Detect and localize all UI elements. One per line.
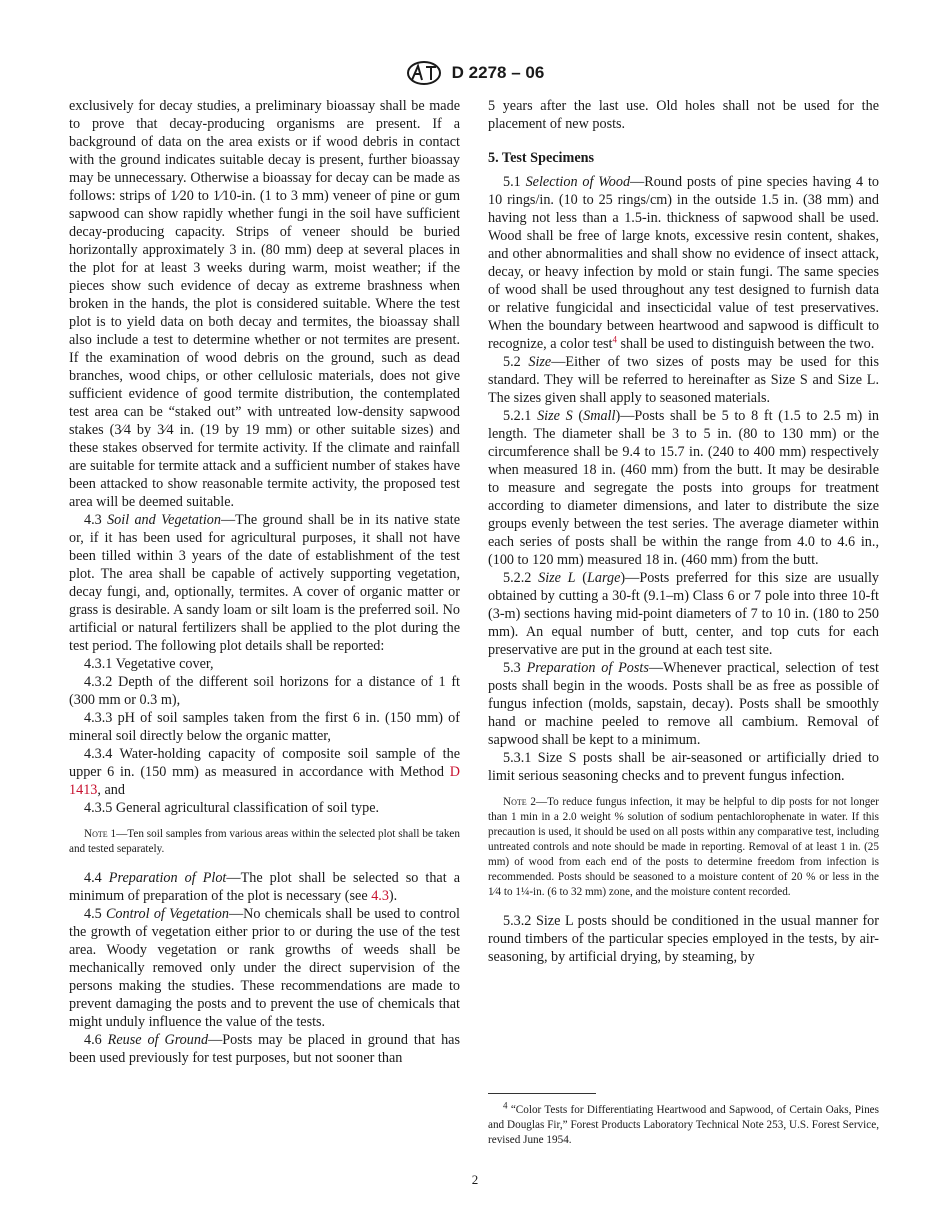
section-5-1: 5.1 Selection of Wood—Round posts of pine species having 4 to 10 rings/in. (10 to 25 rings/cm) in the outside 1.5 in. (38 mm) and having not less than a 1.5-in. thickness of sapwood shall be used. Wood shall be free of large knots, excessive resin content, shakes, and other abnormalities and shall show no evidence of insect attack, decay, or heavy infection by mold or stain fungi. The same species of wood shall be used throughout any test designed to furnish data or relative fungicidal and insecticidal value of test preservatives. When the boundary between heartwood and sapwood is difficult to recognize, a color test$^4$ shall be used to distinguish between the two. — [488, 174, 879, 352]
section-5-2: 5.2 Size—Either of two sizes of posts may be used for this standard. They will be referred to hereinafter as Size S and Size L. The sizes given shall apply to seasoned materials. — [488, 354, 879, 406]
section-4-3-5: 4.3.5 General agricultural classification of soil type. — [84, 800, 380, 816]
section-4-6: 4.6 Reuse of Ground—Posts may be placed in ground that has been used previously for test purposes, but not sooner than — [69, 1032, 460, 1066]
section-4-3: 4.3 Soil and Vegetation—The ground shall be in its native state or, if it has been used for agricultural purposes, it shall not have been tilled within 3 years of the date of establishment of the test plot. The area shall be capable of actively supporting vegetation, decay fungi, and, optionally, termites. A cover of organic matter or grass is desirable. A sandy loam or silt loam is the preferred soil. No artificial or natural fertilizers shall be applied to the plot during the test period. The following plot details shall be reported: — [69, 512, 460, 654]
note-2: Note 2—To reduce fungus infection, it may be helpful to dip posts for not longer than 1 min in a 2.0 weight % solution of sodium pentachlorophenate in water. If this precaution is used, it should be used on all posts within any comparative test, including untreated controls and note should be made in reporting. Removal of at least 1 in. (25 mm) of wood from each end of the posts to determine freedom from infection is recommended. Posts should be seasoned to a moisture content of 20 % or less in the 1⁄4 to 1¼-in. (6 to 32 mm) zone, and the moisture content recorded. — [488, 796, 879, 898]
paragraph-bioassay: exclusively for decay studies, a preliminary bioassay shall be made to prove that decay-producing organisms are present. If a background of data on the area exists or if wood debris in contact with the ground indicates suitable decay is present, further bioassay may be unnecessary. Otherwise a bioassay for decay can be made as follows: strips of 1⁄20 to 1⁄10-in. (1 to 3 mm) veneer of pine or gum sapwood can show rapidly whether fungi in the soil have sufficient decay-producing capacity. Strips of veneer should be buried horizontally approximately 3 in. (80 mm) deep at several places in the plot for at least 3 weeks during warm, moist weather; if the pieces show such evidence of decay as extreme brashness when broken in the hands, the plot is considered suitable. Where the test plot is to yield data on both decay and termites, the bioassay shall also include a test to determine whether or not termites are present. If the examination of wood debris on the ground, such as dead branches, wood chips, or other cellulosic materials, does not give sufficient evidence of good termite distribution, the contemplated test area can be “staked out” with untreated low-density sapwood stakes (3⁄4 by 3⁄4 in. (19 by 19 mm) or other suitable sizes) and these stakes observed for termite activity. If the climate and rainfall are suitable for termite attack and a sufficient number of stakes have been attacked to show reasonable termite activity, the proposed test area will be deemed suitable. — [69, 98, 460, 510]
left-column — [69, 97, 460, 1067]
section-5-2-1: 5.2.1 Size S (Small)—Posts shall be 5 to 8 ft (1.5 to 2.5 m) in length. The diameter shall be 3 to 5 in. (80 to 130 mm) or the circumference shall be 9.4 to 15.7 in. (240 to 400 mm) respectively when measured 18 in. (460 mm) from the butt. It may be desirable to measure and segregate the posts into groups for treatment according to diameter dimensions, and later to distribute the size groups evenly between the test series. The average diameter within each series of posts shall be within the range from 4.0 to 4.6 in., (100 to 120 mm) measured 18 in. (460 mm) from the butt. — [488, 408, 879, 568]
footnote-4: $^4$ “Color Tests for Differentiating Heartwood and Sapwood, of Certain Oaks, Pines and Douglas Fir,” Forest Products Laboratory Technical Note 253, U.S. Forest Service, revised June 1954. — [488, 1100, 879, 1146]
section-5-3: 5.3 Preparation of Posts—Whenever practical, selection of test posts shall begin in the woods. Posts shall be as free as possible of fungus infection (molds, sapstain, decay). Posts shall be smoothly hand or machine peeled to remove all cambium. Removal of sapwood shall be kept to a minimum. — [488, 660, 879, 748]
section-4-3-1: 4.3.1 Vegetative cover, — [84, 656, 214, 672]
section-4-3-4: 4.3.4 Water-holding capacity of composite soil sample of the upper 6 in. (150 mm) as measured in accordance with Method D 1413, and — [69, 746, 460, 798]
section-4-3-link[interactable]: 4.3 — [371, 888, 389, 904]
footnote-divider — [488, 1093, 596, 1094]
section-5-3-2: 5.3.2 Size L posts should be conditioned in the usual manner for round timbers of the particular species employed in the tests, by air-seasoning, by artificial drying, by steaming, by — [488, 913, 879, 965]
right-column — [488, 97, 879, 966]
section-heading-5: 5. Test Specimens — [488, 150, 595, 166]
note-1: Note 1—Ten soil samples from various areas within the selected plot shall be taken and tested separately. — [69, 828, 460, 855]
section-5-2-2: 5.2.2 Size L (Large)—Posts preferred for this size are usually obtained by cutting a 30-ft (9.1–m) Class 6 or 7 pole into three 10-ft (3-m) sections having mid-point diameters of 7 to 10 in. (180 to 250 mm). An equal number of butt, center, and top cuts for each preservative are put in the ground at each test site. — [488, 570, 879, 658]
astm-logo-icon — [406, 60, 442, 86]
section-4-3-2: 4.3.2 Depth of the different soil horizons for a distance of 1 ft (300 mm or 0.3 m), — [69, 674, 460, 708]
method-d1413-link[interactable]: D 1413 — [69, 764, 460, 798]
document-designation: D 2278 – 06 — [451, 63, 545, 82]
page-header — [0, 60, 950, 86]
section-4-4: 4.4 Preparation of Plot—The plot shall be selected so that a minimum of preparation of the plot is necessary (see 4.3). — [69, 870, 461, 904]
section-4-5: 4.5 Control of Vegetation—No chemicals shall be used to control the growth of vegetation either prior to or during the use of the test area. Woody vegetation or rank growths of weeds shall be mechanically removed only under the direct supervision of the persons making the studies. These recommendations are made to prevent damaging the posts and to prevent the use of chemicals that might unduly influence the value of the tests. — [69, 906, 460, 1030]
section-5-3-1: 5.3.1 Size S posts shall be air-seasoned or artificially dried to limit serious seasoning checks and to prevent fungus infection. — [488, 750, 879, 784]
section-4-3-3: 4.3.3 pH of soil samples taken from the first 6 in. (150 mm) of mineral soil directly below the organic matter, — [69, 710, 460, 744]
paragraph-reuse-cont: 5 years after the last use. Old holes shall not be used for the placement of new posts. — [488, 98, 879, 132]
page-number: 2 — [471, 1172, 479, 1187]
footnote-ref-4[interactable]: 4 — [612, 334, 617, 345]
